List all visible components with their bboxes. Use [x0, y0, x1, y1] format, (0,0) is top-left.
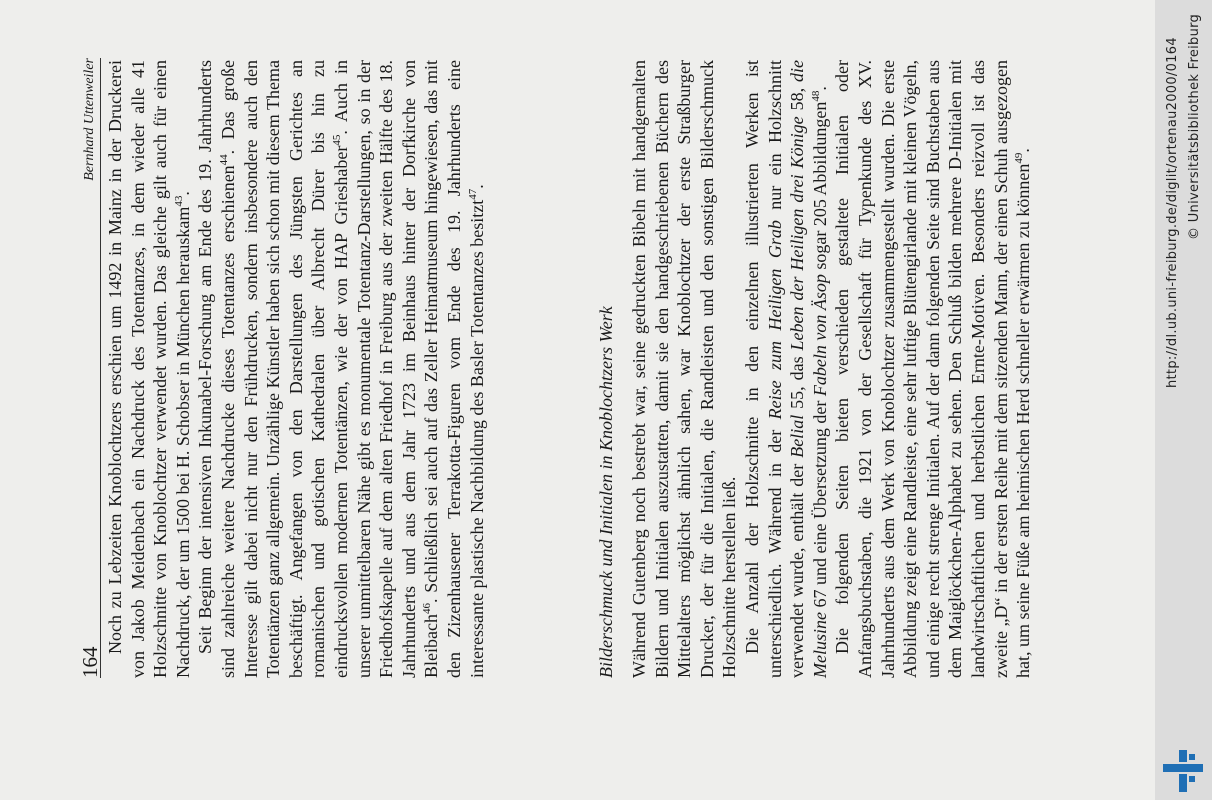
- footnote-ref: 47: [466, 188, 479, 200]
- paragraph: Die folgenden Seiten bieten verschieden gestaltete Initialen oder Anfangsbuchstaben, die 1921 von der Gesellschaft für Typenkunde des XV. Jahrhunderts aus dem Werk von Knoblochtzer zusammengestellt wurden. Die erste Abbildung zeigt eine Randleiste, eine sehr luftige Blütengirlande mit kleinen Vögeln, und einige recht strenge Initialen. Auf der dann folgenden Seite sind Buchstaben aus dem Maiglöckchen-Alphabet zu sehen. Den Schluß bilden mehrere D-Initialen mit landwirtschaftlichen und herbstlichen Ernte-Motiven. Besonders reizvoll ist das zweite „D“ in der ersten Reihe mit dem sitzenden Mann, der einen Schuh ausgezogen hat, um seine Füße am heimischen Herd schneller erwärmen zu können$^{49}$.: [832, 60, 1034, 678]
- body-text-lower: [628, 60, 1035, 678]
- paragraph: Die Anzahl der Holzschnitte in den einzelnen illustrierten Werken ist unterschiedlich. Während in der Reise zum Heiligen Grab nur ein Holzschnitt verwendet wurde, enthält der Belial 55, das Leben der Heiligen drei Könige 58, die Melusine 67 und eine Übersetzung der Fabeln von Äsop sogar 205 Abbildungen$^{48}$.: [741, 59, 830, 678]
- footnote-ref: 44: [217, 154, 230, 166]
- footnote-ref: 46: [421, 603, 434, 615]
- paragraph: Seit Beginn der intensiven Inkunabel-Forschung am Ende des 19. Jahrhunderts sind zahlreiche weitere Nachdrucke dieses Totentanzes erschienen$^{44}$. Das große Interesse gilt dabei nicht nur den Frühdrucken, sondern insbesondere auch den Totentänzen ganz allgemein. Unzählige Künstler haben sich schon mit diesem Thema beschäftigt. Angefangen von den Darstellungen des Jüngsten Gerichtes an romanischen und gotischen Kathedralen über Albrecht Dürer bis hin zu eindrucksvollen modernen Totentänzen, wie der von HAP Grieshaber$^{45}$. Auch in unserer unmittelbaren Nähe gibt es monumentale Totentanz-Darstellungen, so in der Friedhofskapelle auf dem alten Friedhof in Freiburg aus der zweiten Hälfte des 18. Jahrhunderts und aus dem Jahr 1723 im Beinhaus hinter der Dorfkirche von Bleibach$^{46}$. Schließlich sei auch auf das Zeller Heimatmuseum hingewiesen, das mit den Zizenhausener Terrakotta-Figuren vom Ende des 19. Jahrhunderts eine interessante plastische Nachbildung des Basler Totentanzes besitzt$^{47}$.: [195, 60, 487, 678]
- body-text-upper: [104, 60, 488, 678]
- paragraph: Noch zu Lebzeiten Knoblochtzers erschien um 1492 in Mainz in der Druckerei von Jakob Meidenbach ein Nachdruck des Totentanzes, in dem wieder alle 41 Holzschnitte von Knoblochtzer verwendet wurden. Das gleiche gilt auch für einen Nachdruck, der um 1500 bei H. Schobser in München herauskam$^{43}$.: [105, 60, 193, 678]
- source-url-link[interactable]: http://dl.ub.uni-freiburg.de/diglit/ortenau2000/0164: [1165, 37, 1180, 388]
- footnote-ref: 45: [330, 134, 343, 146]
- library-side-strip: [1155, 0, 1212, 800]
- footnote-ref: 49: [1013, 152, 1026, 164]
- copyright-notice: © Universitätsbibliothek Freiburg: [1187, 13, 1202, 240]
- ub-freiburg-logo-icon: [1163, 746, 1203, 794]
- page-number: 164: [78, 646, 102, 678]
- footnote-ref: 48: [809, 90, 822, 102]
- running-head: [78, 58, 101, 678]
- running-head-author: Bernhard Uttenweiler: [82, 58, 97, 181]
- paragraph: Während Gutenberg noch bestrebt war, seine gedruckten Bibeln mit handgemalten Bildern und Initialen auszustatten, damit sie den handgeschriebenen Büchern des Mittelalters möglichst ähnlich sahen, war Knoblochtzer der erste Straßburger Drucker, der für die Initialen, die Randleisten und den sonstigen Bilderschmuck Holzschnitte herstellen ließ.: [629, 60, 740, 678]
- section-heading: Bilderschmuck und Initialen in Knoblochtzers Werk: [596, 306, 616, 678]
- footnote-ref: 43: [172, 195, 185, 207]
